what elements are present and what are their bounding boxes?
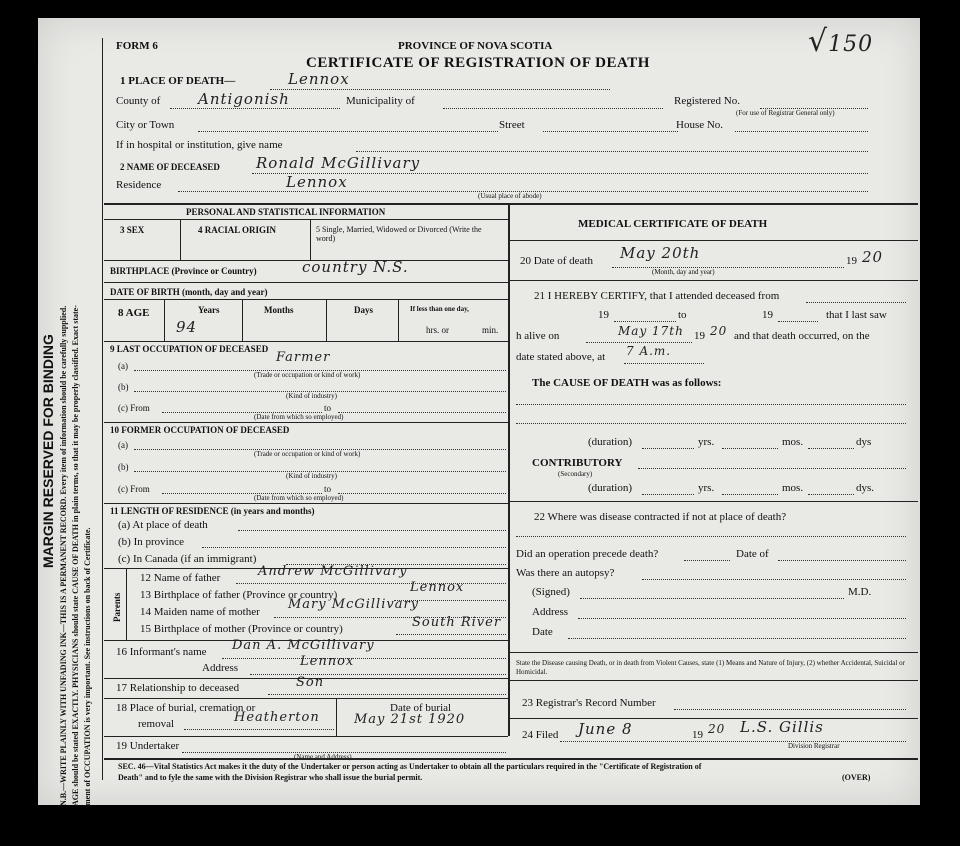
margin-title: MARGIN RESERVED FOR BINDING [40, 334, 56, 568]
sex-label: 3 SEX [120, 225, 145, 235]
informant-value: Dan A. McGillivary [232, 638, 375, 653]
parents-label: Parents [112, 592, 122, 622]
residence-label: Residence [116, 179, 162, 191]
place-of-death-value: Lennox [288, 70, 350, 88]
date-note: (Date from which so employed) [254, 413, 344, 421]
registered-label: Registered No. [674, 95, 740, 107]
father-name-value: Andrew McGillivary [258, 564, 408, 579]
dob-label: DATE OF BIRTH (month, day and year) [110, 287, 268, 297]
informant-label: 16 Informant's name [116, 646, 207, 658]
state-disease-note: State the Disease causing Death, or in death from Violent Causes, state (1) Means and Nature of Injury, (2) whether Accidental, Suicidal or Homicidal. [516, 659, 905, 676]
personal-heading: PERSONAL AND STATISTICAL INFORMATION [186, 207, 386, 217]
registrar-note: (For use of Registrar General only) [736, 109, 835, 117]
medical-heading: MEDICAL CERTIFICATE OF DEATH [578, 218, 768, 230]
contrib-mos: mos. [782, 482, 804, 494]
signed-label: (Signed) [532, 586, 570, 598]
trade-note: (Trade or occupation or kind of work) [254, 371, 361, 379]
contributory-label: CONTRIBUTORY [532, 457, 623, 469]
side-instructions-1: N.B.—WRITE PLAINLY WITH UNFADING INK—THIS IS A PERMANENT RECORD. Every item of information should be carefully supplied. [59, 305, 68, 806]
contrib-duration-label: (duration) [588, 482, 632, 494]
division-registrar-label: Division Registrar [788, 742, 840, 750]
former-industry-note: (Kind of industry) [286, 472, 337, 480]
footer-sec-46-cont: Death" and to fyle the same with the Division Registrar who shall issue the burial permit. [118, 773, 423, 782]
street-label: Street [499, 119, 525, 131]
registrar-record-label: 23 Registrar's Record Number [522, 697, 656, 709]
city-label: City or Town [116, 119, 175, 131]
father-name-label: 12 Name of father [140, 572, 221, 584]
father-birthplace-label: 13 Birthplace of father (Province or country) [140, 589, 338, 601]
informant-address-value: Lennox [300, 654, 355, 669]
contrib-yrs: yrs. [698, 482, 715, 494]
place-of-death-label: 1 PLACE OF DEATH— [120, 75, 236, 87]
former-date-note: (Date from which so employed) [254, 494, 344, 502]
mother-name-label: 14 Maiden name of mother [140, 606, 260, 618]
marital-label: 5 Single, Married, Widowed or Divorced (Write the word) [316, 225, 482, 243]
deceased-name-label: 2 NAME OF DECEASED [120, 162, 220, 172]
days-label: Days [354, 305, 374, 315]
mother-birthplace-value: South River [412, 615, 502, 630]
side-instructions-3: ment of OCCUPATION is very important. See instructions on back of Certificate. [83, 527, 92, 806]
filed-value: June 8 [578, 720, 633, 738]
operation-label: Did an operation precede death? [516, 548, 659, 560]
res-in-province: (b) In province [118, 536, 184, 548]
county-value: Antigonish [198, 90, 290, 108]
burial-place-label: 18 Place of burial, cremation or [116, 702, 256, 714]
filed-year-prefix: 19 [692, 729, 703, 741]
former-occupation-label: 10 FORMER OCCUPATION OF DECEASED [110, 425, 290, 435]
autopsy-label: Was there an autopsy? [516, 567, 615, 579]
birthplace-value: country N.S. [302, 258, 409, 276]
md-label: M.D. [848, 586, 872, 598]
former-occ-a: (a) [118, 440, 128, 450]
residence-length-label: 11 LENGTH OF RESIDENCE (in years and months) [110, 506, 315, 516]
filed-year-value: 20 [708, 722, 726, 736]
contrib-dys: dys. [856, 482, 875, 494]
father-birthplace-value: Lennox [410, 580, 465, 595]
relationship-value: Son [296, 675, 325, 690]
age-label: 8 AGE [118, 307, 150, 319]
death-year-prefix: 19 [846, 255, 857, 267]
house-label: House No. [676, 119, 724, 131]
mother-name-value: Mary McGillivary [288, 597, 420, 612]
filed-label: 24 Filed [522, 729, 559, 741]
death-year-value: 20 [862, 248, 884, 266]
removal-label: removal [138, 718, 175, 730]
certificate-title: CERTIFICATE OF REGISTRATION OF DEATH [306, 55, 650, 71]
industry-note: (Kind of industry) [286, 392, 337, 400]
margin-rule [102, 38, 103, 780]
last-occ-to: to [324, 403, 332, 413]
cause-duration-label: (duration) [588, 436, 632, 448]
county-label: County of [116, 95, 161, 107]
registrar-signature: L.S. Gillis [740, 718, 824, 736]
less-than-day: If less than one day, [410, 305, 469, 313]
footer-over: (OVER) [842, 773, 871, 782]
cause-label: The CAUSE OF DEATH was as follows: [532, 377, 722, 389]
former-occ-c: (c) From [118, 484, 150, 494]
birthplace-label: BIRTHPLACE (Province or Country) [110, 266, 257, 276]
disease-contracted-label: 22 Where was disease contracted if not at place of death? [534, 511, 787, 523]
municipality-label: Municipality of [346, 95, 415, 107]
res-in-canada: (c) In Canada (if an immigrant) [118, 553, 257, 565]
burial-date-label: Date of burial [390, 702, 452, 714]
min-label: min. [482, 325, 499, 335]
last-saw-text: that I last saw [826, 309, 887, 321]
hospital-label: If in hospital or institution, give name [116, 139, 283, 151]
certify-19-b: 19 [762, 309, 773, 321]
deceased-name-value: Ronald McGillivary [256, 154, 421, 172]
name-address-note: (Name and Address) [294, 753, 352, 761]
last-occ-a: (a) [118, 361, 128, 371]
province-heading: PROVINCE OF NOVA SCOTIA [398, 40, 553, 52]
mother-birthplace-label: 15 Birthplace of mother (Province or country) [140, 623, 343, 635]
physician-date-label: Date [532, 626, 553, 638]
certify-to: to [678, 309, 687, 321]
abode-note: (Usual place of abode) [478, 192, 542, 200]
relationship-label: 17 Relationship to deceased [116, 682, 240, 694]
alive-year-prefix: 19 [694, 330, 705, 342]
time-of-death-value: 7 A.m. [626, 344, 672, 358]
former-occ-to: to [324, 484, 332, 494]
last-occupation-label: 9 LAST OCCUPATION OF DECEASED [110, 344, 269, 354]
death-occurred-text: and that death occurred, on the [734, 330, 870, 342]
alive-on-value: May 17th [618, 324, 684, 338]
months-label: Months [264, 305, 294, 315]
certificate-page [38, 18, 920, 805]
last-occ-b: (b) [118, 382, 129, 392]
cause-mos: mos. [782, 436, 804, 448]
secondary-note: (Secondary) [558, 470, 593, 478]
tally-number: 150 [828, 32, 874, 57]
alive-year-value: 20 [710, 324, 728, 338]
years-label: Years [198, 305, 220, 315]
hrs-label: hrs. or [426, 325, 449, 335]
res-at-place: (a) At place of death [118, 519, 208, 531]
last-occ-c: (c) From [118, 403, 150, 413]
date-stated-text: date stated above, at [516, 351, 606, 363]
certify-text: 21 I HEREBY CERTIFY, that I attended deceased from [534, 290, 780, 302]
burial-place-value: Heatherton [234, 710, 320, 725]
last-occupation-value: Farmer [276, 350, 331, 365]
cause-yrs: yrs. [698, 436, 715, 448]
form-number: FORM 6 [116, 40, 158, 52]
informant-address-label: Address [202, 662, 239, 674]
former-trade-note: (Trade or occupation or kind of work) [254, 450, 361, 458]
death-date-note: (Month, day and year) [652, 268, 715, 276]
race-label: 4 RACIAL ORIGIN [198, 225, 277, 235]
tally-mark: √150 [808, 24, 874, 59]
cause-dys: dys [856, 436, 872, 448]
footer-sec-46: SEC. 46—Vital Statistics Act makes it the duty of the Undertaker or person acting as Undertaker to obtain all the particulars required in the "Certificate of Registration of [118, 762, 702, 771]
burial-date-value: May 21st 1920 [354, 712, 466, 727]
certify-19-a: 19 [598, 309, 609, 321]
side-instructions-2: AGE should be stated EXACTLY. PHYSICIANS should state CAUSE OF DEATH in plain terms, so that it may be properly classified. Exact state- [71, 305, 80, 806]
residence-value: Lennox [286, 173, 348, 191]
former-occ-b: (b) [118, 462, 129, 472]
operation-date-label: Date of [736, 548, 769, 560]
physician-address-label: Address [532, 606, 569, 618]
death-date-label: 20 Date of death [520, 255, 593, 267]
age-value: 94 [176, 318, 198, 336]
alive-on-label: h alive on [516, 330, 560, 342]
undertaker-label: 19 Undertaker [116, 740, 180, 752]
death-date-value: May 20th [620, 244, 701, 262]
